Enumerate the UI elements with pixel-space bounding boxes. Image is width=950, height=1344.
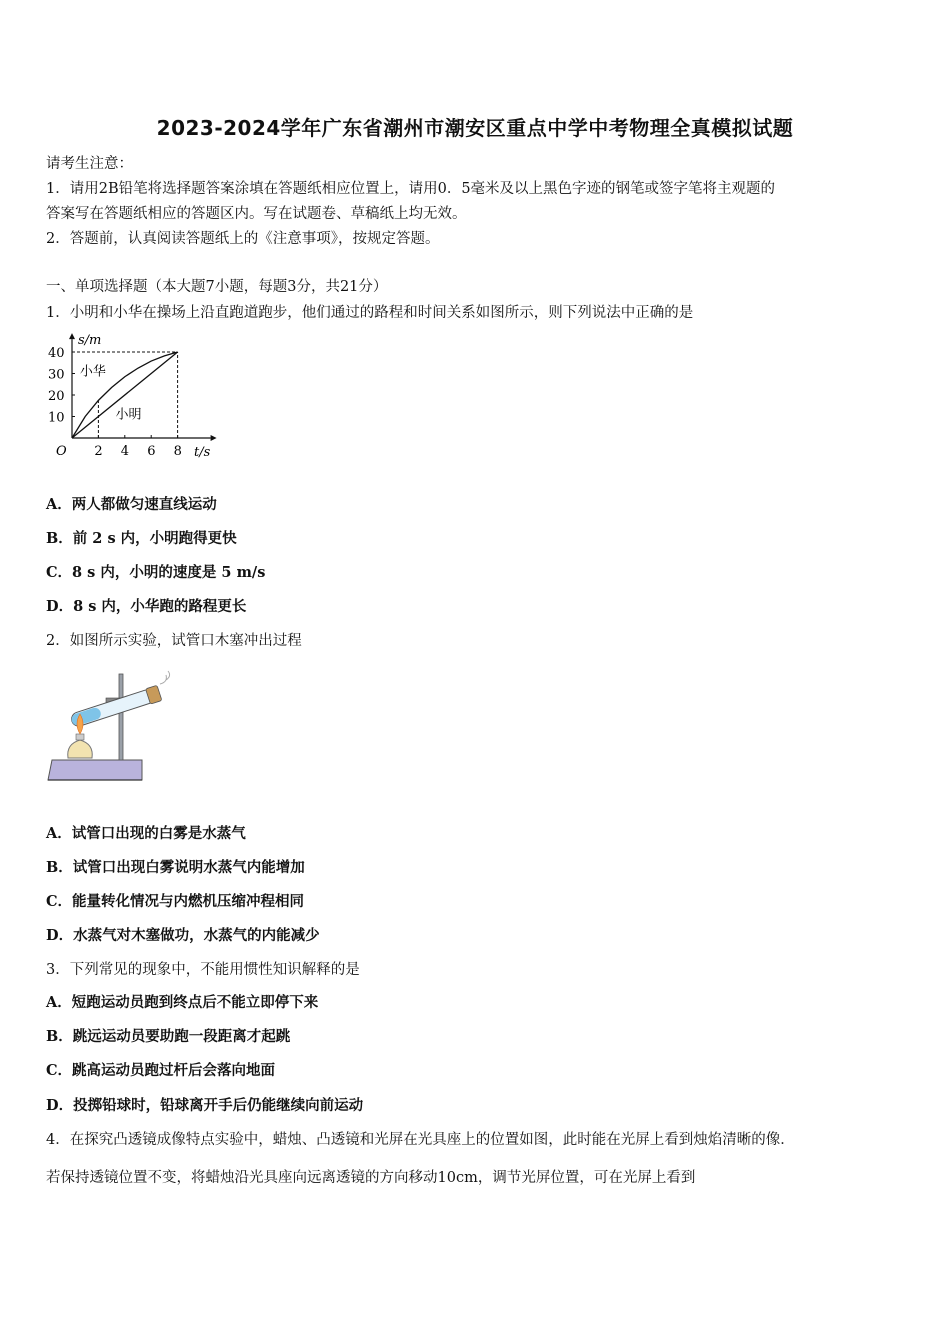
y-axis-label: s/m (78, 333, 102, 348)
question-2-option-b[interactable]: B．试管口出现白雾说明水蒸气内能增加 (46, 859, 305, 876)
x-axis-label: t/s (194, 445, 211, 460)
x-tick-label: 8 (173, 444, 182, 459)
notice-item-1-line-2: 答案写在答题纸相应的答题区内。写在试题卷、草稿纸上均无效。 (46, 206, 467, 222)
question-2-stem: 2．如图所示实验，试管口木塞冲出过程 (46, 633, 302, 649)
question-3-option-c[interactable]: C．跳高运动员跑过杆后会落向地面 (46, 1062, 276, 1079)
question-4-stem-line-1: 4．在探究凸透镜成像特点实验中，蜡烛、凸透镜和光屏在光具座上的位置如图，此时能在光屏上看到烛焰清晰的像． (46, 1132, 795, 1148)
y-tick-label: 40 (48, 346, 65, 361)
test-tube-apparatus-illustration (46, 668, 176, 786)
question-1-stem: 1．小明和小华在操场上沿直跑道跑步，他们通过的路程和时间关系如图所示，则下列说法中正确的是 (46, 305, 694, 321)
notice-heading: 请考生注意： (46, 156, 133, 172)
question-1-option-c[interactable]: C．8 s 内，小明的速度是 5 m/s (46, 564, 266, 581)
question-2-option-a[interactable]: A．试管口出现的白雾是水蒸气 (46, 825, 246, 842)
question-3-option-a[interactable]: A．短跑运动员跑到终点后不能立即停下来 (46, 994, 319, 1011)
question-1-option-d[interactable]: D．8 s 内，小华跑的路程更长 (46, 598, 247, 615)
section-heading: 一、单项选择题（本大题7小题，每题3分，共21分） (46, 279, 388, 295)
question-3-option-d[interactable]: D．投掷铅球时，铅球离开手后仍能继续向前运动 (46, 1097, 364, 1114)
question-4-stem-line-2: 若保持透镜位置不变，将蜡烛沿光具座向远离透镜的方向移动10cm，调节光屏位置，可在光屏上看到 (46, 1170, 696, 1186)
question-1-option-a[interactable]: A．两人都做匀速直线运动 (46, 496, 217, 513)
series-label: 小明 (115, 407, 142, 423)
distance-time-chart (46, 325, 226, 465)
y-axis-arrow (69, 333, 75, 339)
origin-label: O (56, 444, 67, 459)
question-2-option-c[interactable]: C．能量转化情况与内燃机压缩冲程相同 (46, 893, 305, 910)
question-3-stem: 3．下列常见的现象中，不能用惯性知识解释的是 (46, 962, 360, 978)
notice-item-2: 2．答题前，认真阅读答题纸上的《注意事项》，按规定答题。 (46, 231, 440, 247)
x-tick-label: 4 (120, 444, 130, 459)
series-label: 小华 (79, 364, 106, 380)
page-title: 2023-2024学年广东省潮州市潮安区重点中学中考物理全真模拟试题 (156, 116, 794, 140)
x-axis-arrow (211, 435, 217, 441)
x-tick-label: 2 (94, 444, 103, 459)
x-tick-label: 6 (147, 444, 156, 459)
y-tick-label: 30 (48, 367, 65, 383)
y-tick-label: 10 (48, 410, 65, 426)
question-1-option-b[interactable]: B．前 2 s 内，小明跑得更快 (46, 530, 237, 547)
y-tick-label: 20 (48, 389, 65, 404)
question-3-option-b[interactable]: B．跳远运动员要助跑一段距离才起跳 (46, 1028, 291, 1045)
notice-item-1-line-1: 1．请用2B铅笔将选择题答案涂填在答题纸相应位置上，请用0．5毫米及以上黑色字迹的钢笔或签字笔将主观题的 (46, 181, 776, 197)
question-2-option-d[interactable]: D．水蒸气对木塞做功，水蒸气的内能减少 (46, 927, 320, 944)
